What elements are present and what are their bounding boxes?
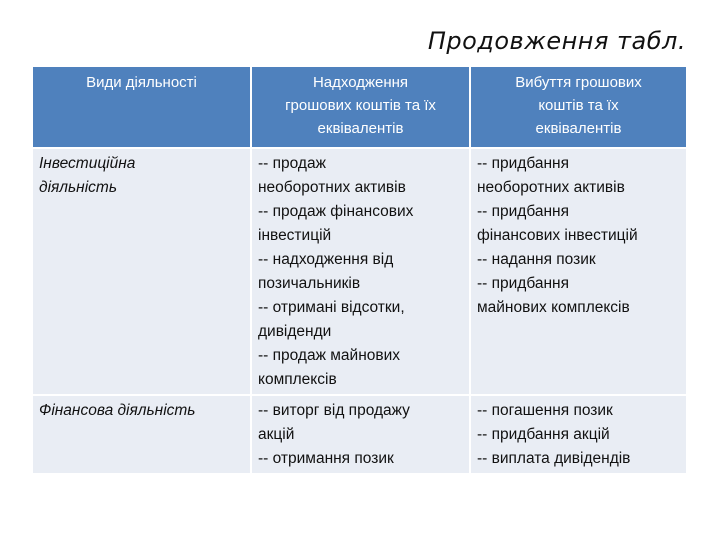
activity-investment (33, 149, 252, 394)
cell-text-line: Інвестиційна (39, 155, 136, 172)
cell-text-line: -- продаж майнових (258, 347, 401, 364)
table-caption: Продовження табл. (427, 27, 686, 55)
header-outflows (471, 67, 686, 147)
cell-text-line: -- надходження від (258, 251, 394, 268)
table-row (33, 394, 686, 473)
cell-text-line: -- продаж (258, 155, 326, 172)
investment-outflows (471, 149, 686, 394)
cell-text-line: інвестицій (258, 227, 332, 244)
cell-text-line: діяльність (39, 179, 117, 196)
header-text-line: Вибуття грошових (515, 74, 642, 91)
cell-text-line: -- придбання (477, 275, 570, 292)
cell-text-line: -- погашення позик (477, 402, 613, 419)
cell-text-line: майнових комплексів (477, 299, 630, 316)
cell-text-line: -- придбання (477, 203, 570, 220)
cell-text-line: -- виплата дивідендів (477, 450, 631, 467)
cell-text-line: -- придбання (477, 155, 570, 172)
cell-text-line: дивіденди (258, 323, 332, 340)
cell-text-line: Фінансова діяльність (39, 402, 196, 419)
header-text-line: еквівалентів (317, 120, 404, 137)
table-header-row (33, 67, 686, 147)
financial-inflows (252, 396, 471, 473)
header-activity-types (33, 67, 252, 147)
cell-text-line: -- продаж фінансових (258, 203, 414, 220)
cell-text-line: -- придбання акцій (477, 426, 610, 443)
cell-text-line: необоротних активів (477, 179, 625, 196)
cash-flow-table (33, 67, 686, 473)
cell-text-line: акцій (258, 426, 295, 443)
cell-text-line: фінансових інвестицій (477, 227, 638, 244)
activity-financial (33, 396, 252, 473)
cell-text-line: комплексів (258, 371, 337, 388)
table-row (33, 147, 686, 394)
cell-text-line: -- отримані відсотки, (258, 299, 405, 316)
header-inflows (252, 67, 471, 147)
header-text-line: Види діяльності (86, 74, 197, 91)
header-text-line: грошових коштів та їх (285, 97, 436, 114)
cell-text-line: -- отримання позик (258, 450, 394, 467)
header-text-line: Надходження (312, 74, 409, 91)
cell-text-line: позичальників (258, 275, 361, 292)
cell-text-line: -- виторг від продажу (258, 402, 410, 419)
cell-text-line: -- надання позик (477, 251, 596, 268)
financial-outflows (471, 396, 686, 473)
cell-text-line: необоротних активів (258, 179, 406, 196)
header-text-line: коштів та їх (538, 97, 619, 114)
header-text-line: еквівалентів (535, 120, 622, 137)
investment-inflows (252, 149, 471, 394)
